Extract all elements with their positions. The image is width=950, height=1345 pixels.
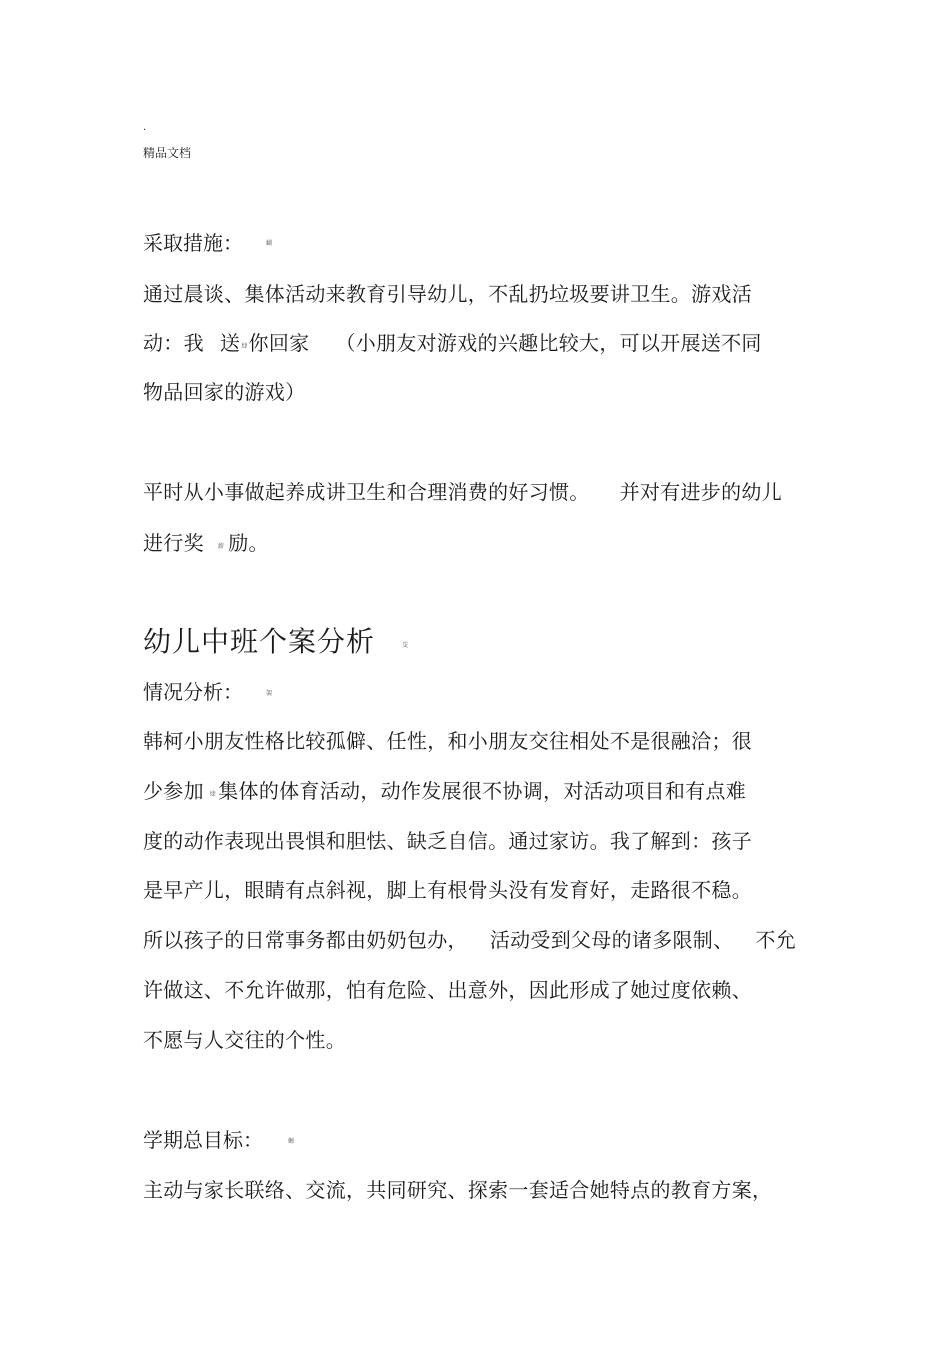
artifact-mark: 芟 — [402, 642, 409, 649]
section-heading-measures — [143, 229, 243, 257]
section-heading-situation: 情况分析： — [143, 680, 243, 704]
paragraph-line: 不愿与人交往的个性。 — [143, 1028, 346, 1052]
artifact-mark: 螈 — [288, 1138, 295, 1145]
text-segment: 你回家 — [248, 331, 310, 355]
heading-text: 采取措施： — [143, 231, 243, 255]
text-segment: 送 — [219, 331, 241, 355]
document-title: 幼儿中班个案分析 — [143, 625, 376, 658]
paragraph-line: 许做这、不允许做那，怕有危险、出意外，因此形成了她过度依赖、 — [143, 978, 752, 1002]
text-segment: 少参加 — [143, 779, 204, 803]
text-segment: 不允 — [755, 928, 797, 952]
text-segment: 活动受到父母的诸多限制、 — [489, 928, 734, 952]
paragraph-line — [143, 529, 269, 557]
text-segment: 进行奖 — [143, 531, 204, 555]
header-label: 精品文档 — [143, 146, 192, 160]
paragraph-line — [143, 777, 746, 805]
artifact-mark: 薪 — [217, 543, 225, 550]
text-segment: 所以孩子的日常事务都由奶奶包办， — [143, 928, 468, 952]
header-dot: . — [143, 122, 147, 133]
text-segment: 平时从小事做起养成讲卫生和合理消费的好习惯。 — [143, 480, 590, 504]
artifact-mark: 肆 — [241, 343, 248, 350]
paragraph-line: 物品回家的游戏） — [143, 380, 306, 404]
artifact-mark: 肆 — [209, 791, 217, 798]
paragraph-line — [143, 329, 762, 357]
paragraph-line: 是早产儿，眼睛有点斜视，脚上有根骨头没有发育好，走路很不稳。 — [143, 878, 752, 902]
section-heading-goals: 学期总目标： — [143, 1128, 263, 1152]
text-segment: 集体的体育活动，动作发展很不协调，对活动项目和有点难 — [218, 779, 747, 803]
paragraph-line: 主动与家长联络、交流，共同研究、探索一套适合她特点的教育方案， — [143, 1178, 773, 1202]
paragraph-line: 通过晨谈、集体活动来教育引导幼儿，不乱扔垃圾要讲卫生。游戏活 — [143, 282, 752, 306]
artifact-mark: 袈 — [266, 690, 273, 697]
paragraph-line: 韩柯小朋友性格比较孤僻、任性，和小朋友交往相处不是很融洽；很 — [143, 729, 752, 753]
artifact-mark: 蝴 — [266, 240, 273, 247]
text-segment: 励。 — [228, 531, 269, 555]
text-segment: 并对有进步的幼儿 — [619, 480, 783, 504]
text-segment: 动：我 — [143, 331, 204, 355]
text-segment: （小朋友对游戏的兴趣比较大，可以开展送不同 — [335, 331, 762, 355]
paragraph-line — [143, 478, 782, 506]
paragraph-line: 度的动作表现出畏惧和胆怯、缺乏自信。通过家访。我了解到：孩子 — [143, 829, 752, 853]
paragraph-line — [143, 926, 796, 954]
